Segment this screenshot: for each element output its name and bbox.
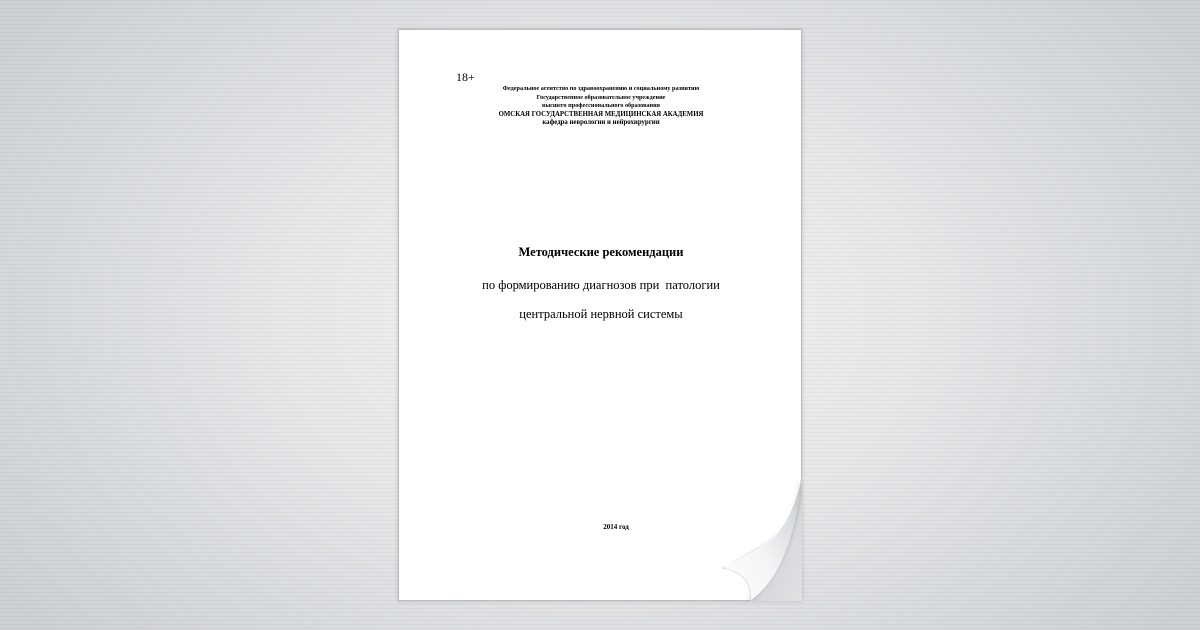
document-page [398,29,802,601]
header-line-department: кафедра неврологии и нейрохирургии [542,119,660,126]
institution-header [399,85,803,128]
document-subtitle-line-2: центральной нервной системы [519,307,683,321]
header-line-agency: Федеральное агентство по здравоохранению и социальному развитию [502,85,700,92]
page-curl-icon [722,476,802,601]
document-year: 2014 год [603,523,629,531]
age-rating: 18+ [456,70,475,84]
document-title: Методические рекомендации [518,245,684,259]
document-subtitle-line-1: по формированию диагнозов при патологии [482,278,720,292]
header-line-institution-type: Государственное образовательное учреждение [536,93,666,101]
header-line-education-level: высшего профессионального образования [542,102,660,109]
header-line-academy: ОМСКАЯ ГОСУДАРСТВЕННАЯ МЕДИЦИНСКАЯ АКАДЕМИЯ [498,110,704,118]
